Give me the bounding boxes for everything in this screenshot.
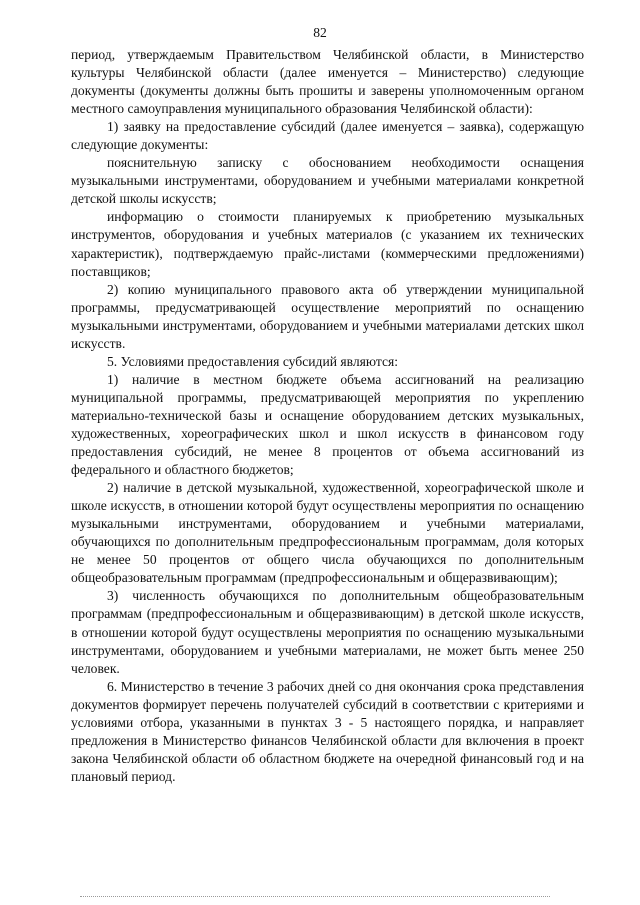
paragraph-submission-intro: период, утверждаемым Правительством Челябинской области, в Министерство культуры Челябинской области (далее именуется – Министерство) следующие документы (документы должны быть прошиты и заверены уполномоченным органом местного самоуправления муниципального образования Челябинской области): — [71, 47, 584, 117]
paragraph-section-5-heading: 5. Условиями предоставления субсидий являются: — [107, 353, 399, 369]
page-number: 82 — [313, 25, 327, 40]
paragraph-cost-information: информацию о стоимости планируемых к приобретению музыкальных инструментов, оборудования и учебных материалов (с указанием их технических характеристик), подтверждаемую прайс-листами (коммерческими предложениями) поставщиков; — [71, 209, 584, 279]
paragraph-section-6: 6. Министерство в течение 3 рабочих дней со дня окончания срока представления документов формирует перечень получателей субсидий в соответствии с критериями и условиями отбора, указанными в пунктах 3 - 5 настоящего порядка, и направляет предложения в Министерство финансов Челябинской области для включения в проект закона Челябинской области об областном бюджете на очередной финансовый год и на плановый период. — [71, 678, 584, 784]
paragraph-municipal-act-copy: 2) копию муниципального правового акта об утверждении муниципальной программы, предусматривающей осуществление мероприятий по оснащению музыкальными инструментами, оборудованием и учебными материалами детских школ искусств. — [71, 281, 584, 351]
scan-bottom-edge — [80, 896, 550, 897]
paragraph-application-item-1: 1) заявку на предоставление субсидий (далее именуется – заявка), содержащую следующие документы: — [71, 119, 584, 153]
paragraph-condition-2: 2) наличие в детской музыкальной, художественной, хореографической школе и школе искусств, в отношении которой будут осуществлены мероприятия по оснащению музыкальными инструментами, оборудованием и учебными материалами, обучающихся по дополнительным предпрофессиональным программам, доля которых не менее 50 процентов от общего числа обучающихся по дополнительным общеобразовательным программам (предпрофессиональным и общеразвивающим); — [71, 480, 584, 586]
paragraph-condition-1: 1) наличие в местном бюджете объема ассигнований на реализацию муниципальной программы, предусматривающей мероприятия по укреплению материально-технической базы и оснащение оборудованием детских музыкальных, художественных, хореографических школ и школ искусств в финансовом году предоставления субсидий, не менее 8 процентов от объема ассигнований из федерального и областного бюджетов; — [71, 371, 584, 478]
document-body — [71, 46, 584, 786]
paragraph-explanatory-note: пояснительную записку с обоснованием необходимости оснащения музыкальными инструментами, оборудованием и учебными материалами конкретной детской школы искусств; — [71, 155, 584, 207]
paragraph-condition-3: 3) численность обучающихся по дополнительным общеобразовательным программам (предпрофессиональным и общеразвивающим) в детской школе искусств, в отношении которой будут осуществлены мероприятия по оснащению музыкальными инструментами, оборудованием и учебными материалами, не может быть менее 250 человек. — [71, 588, 584, 676]
